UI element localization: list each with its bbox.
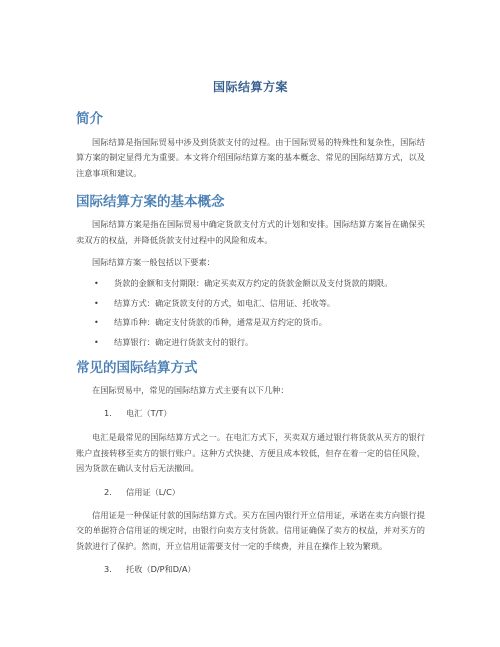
elements-bullet-list <box>76 276 425 350</box>
numbered-item-letter-of-credit: 2. 信用证（L/C） <box>104 486 180 497</box>
telegraphic-transfer-paragraph: 电汇是最常见的国际结算方式之一。在电汇方式下，买卖双方通过银行将货款从买方的银行账户直接转移至卖方的银行账户。这种方式快捷、方便且成本较低，但存在着一定的信任风险，因为货款在确认支付后无法撤回。 <box>76 432 425 474</box>
document-title: 国际结算方案 <box>212 80 288 94</box>
bullet-item: • 货款的金额和支付期限：确定买卖双方约定的货款金额以及支付货款的期限。 <box>76 276 425 291</box>
section-heading-intro: 简介 <box>76 111 103 127</box>
bullet-icon: • <box>94 337 99 347</box>
common-methods-paragraph: 在国际贸易中，常见的国际结算方式主要有以下几种： <box>92 385 289 396</box>
numbered-item-telegraphic-transfer: 1. 电汇（T/T） <box>104 408 172 419</box>
section-heading-basic-concept: 国际结算方案的基本概念 <box>76 194 225 211</box>
bullet-icon: • <box>94 298 99 308</box>
basic-concept-paragraph: 国际结算方案是指在国际贸易中确定货款支付方式的计划和安排。国际结算方案旨在确保买卖双方的权益，并降低货款支付过程中的风险和成本。 <box>76 219 425 245</box>
bullet-icon: • <box>94 279 99 289</box>
numbered-item-collection: 3. 托收（D/P和D/A） <box>104 563 196 574</box>
bullet-icon: • <box>94 318 99 328</box>
letter-of-credit-paragraph: 信用证是一种保证付款的国际结算方式。买方在国内银行开立信用证，承诺在卖方向银行提交的单据符合信用证的规定时，由银行向卖方支付货款。信用证确保了卖方的权益，并对买方的货款进行了保护。然而，开立信用证需要支付一定的手续费，并且在操作上较为繁琐。 <box>76 509 425 551</box>
bullet-item: • 结算方式：确定货款支付的方式，如电汇、信用证、托收等。 <box>76 296 425 311</box>
bullet-item: • 结算银行：确定进行货款支付的银行。 <box>76 335 425 350</box>
elements-intro-paragraph: 国际结算方案一般包括以下要素： <box>92 257 215 268</box>
intro-paragraph: 国际结算是指国际贸易中涉及到货款支付的过程。由于国际贸易的特殊性和复杂性，国际结算方案的制定显得尤为重要。本文将介绍国际结算方案的基本概念、常见的国际结算方式，以及注意事项和建议。 <box>76 137 425 178</box>
section-heading-common-methods: 常见的国际结算方式 <box>76 360 198 377</box>
bullet-item: • 结算币种：确定支付货款的币种，通常是双方约定的货币。 <box>76 315 425 330</box>
